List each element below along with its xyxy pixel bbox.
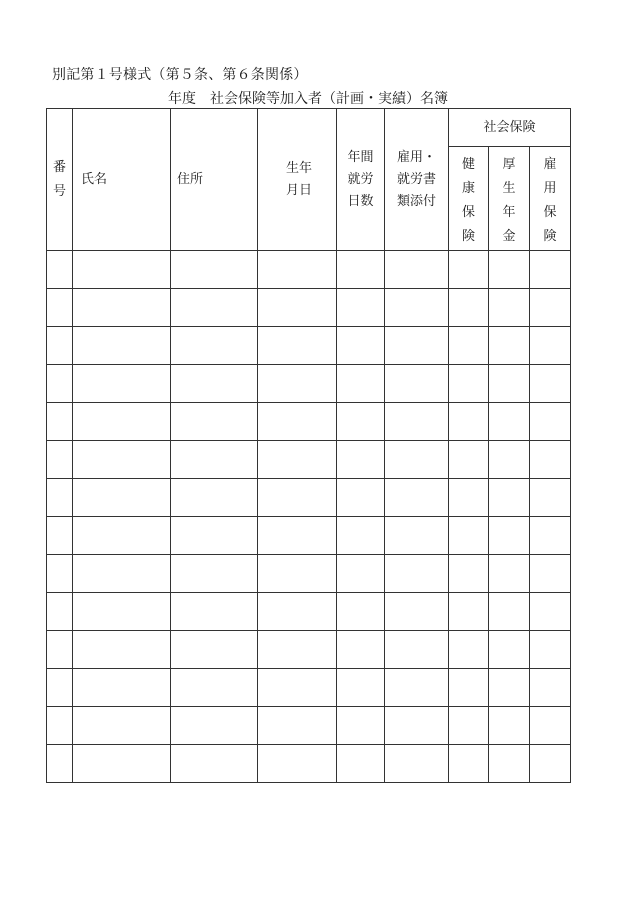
cell-birthdate[interactable]	[258, 517, 337, 555]
cell-number[interactable]	[47, 441, 73, 479]
cell-work-days[interactable]	[337, 289, 385, 327]
cell-birthdate[interactable]	[258, 327, 337, 365]
cell-employment-insurance[interactable]	[530, 441, 571, 479]
cell-employment-insurance[interactable]	[530, 403, 571, 441]
cell-birthdate[interactable]	[258, 669, 337, 707]
cell-documents[interactable]	[385, 441, 449, 479]
table-row	[47, 327, 571, 365]
cell-birthdate[interactable]	[258, 365, 337, 403]
cell-address[interactable]	[171, 517, 258, 555]
cell-name[interactable]	[73, 403, 171, 441]
roster-body	[47, 251, 571, 783]
header-employment-insurance: 雇 用 保 険	[530, 147, 571, 251]
cell-number[interactable]	[47, 365, 73, 403]
cell-employment-insurance[interactable]	[530, 327, 571, 365]
cell-employment-insurance[interactable]	[530, 479, 571, 517]
cell-name[interactable]	[73, 327, 171, 365]
cell-number[interactable]	[47, 327, 73, 365]
cell-documents[interactable]	[385, 707, 449, 745]
cell-health-insurance[interactable]	[449, 251, 489, 289]
header-row-top	[47, 109, 571, 147]
cell-number[interactable]	[47, 251, 73, 289]
cell-welfare-pension[interactable]	[489, 593, 530, 631]
cell-work-days[interactable]	[337, 441, 385, 479]
cell-number[interactable]	[47, 631, 73, 669]
cell-health-insurance[interactable]	[449, 517, 489, 555]
cell-name[interactable]	[73, 441, 171, 479]
cell-number[interactable]	[47, 403, 73, 441]
cell-welfare-pension[interactable]	[489, 441, 530, 479]
table-row	[47, 745, 571, 783]
cell-number[interactable]	[47, 745, 73, 783]
cell-welfare-pension[interactable]	[489, 517, 530, 555]
cell-welfare-pension[interactable]	[489, 327, 530, 365]
cell-number[interactable]	[47, 669, 73, 707]
cell-welfare-pension[interactable]	[489, 365, 530, 403]
cell-work-days[interactable]	[337, 631, 385, 669]
cell-name[interactable]	[73, 289, 171, 327]
cell-address[interactable]	[171, 555, 258, 593]
roster-table	[46, 108, 571, 783]
cell-work-days[interactable]	[337, 593, 385, 631]
cell-birthdate[interactable]	[258, 593, 337, 631]
cell-birthdate[interactable]	[258, 555, 337, 593]
cell-health-insurance[interactable]	[449, 289, 489, 327]
cell-birthdate[interactable]	[258, 631, 337, 669]
table-row	[47, 479, 571, 517]
cell-health-insurance[interactable]	[449, 707, 489, 745]
cell-welfare-pension[interactable]	[489, 745, 530, 783]
cell-health-insurance[interactable]	[449, 479, 489, 517]
cell-address[interactable]	[171, 707, 258, 745]
cell-number[interactable]	[47, 555, 73, 593]
cell-birthdate[interactable]	[258, 403, 337, 441]
table-row	[47, 631, 571, 669]
cell-welfare-pension[interactable]	[489, 403, 530, 441]
cell-work-days[interactable]	[337, 669, 385, 707]
cell-health-insurance[interactable]	[449, 365, 489, 403]
cell-number[interactable]	[47, 289, 73, 327]
title-main: 社会保険等加入者（計画・実績）名簿	[210, 91, 448, 107]
cell-employment-insurance[interactable]	[530, 365, 571, 403]
cell-address[interactable]	[171, 479, 258, 517]
cell-name[interactable]	[73, 707, 171, 745]
cell-work-days[interactable]	[337, 745, 385, 783]
header-address: 住所	[171, 109, 258, 251]
cell-health-insurance[interactable]	[449, 669, 489, 707]
header-number: 番 号	[47, 109, 73, 251]
cell-documents[interactable]	[385, 365, 449, 403]
cell-name[interactable]	[73, 593, 171, 631]
cell-number[interactable]	[47, 707, 73, 745]
cell-name[interactable]	[73, 631, 171, 669]
table-row	[47, 365, 571, 403]
cell-birthdate[interactable]	[258, 441, 337, 479]
cell-address[interactable]	[171, 669, 258, 707]
cell-address[interactable]	[171, 631, 258, 669]
cell-work-days[interactable]	[337, 555, 385, 593]
cell-address[interactable]	[171, 251, 258, 289]
cell-documents[interactable]	[385, 479, 449, 517]
header-social-insurance: 社会保険	[449, 109, 571, 147]
cell-name[interactable]	[73, 365, 171, 403]
cell-work-days[interactable]	[337, 707, 385, 745]
cell-employment-insurance[interactable]	[530, 669, 571, 707]
cell-health-insurance[interactable]	[449, 441, 489, 479]
cell-documents[interactable]	[385, 327, 449, 365]
cell-address[interactable]	[171, 441, 258, 479]
table-row	[47, 517, 571, 555]
table-row	[47, 289, 571, 327]
table-row	[47, 403, 571, 441]
cell-health-insurance[interactable]	[449, 327, 489, 365]
cell-documents[interactable]	[385, 251, 449, 289]
title-year-label: 年度	[168, 91, 196, 107]
cell-address[interactable]	[171, 745, 258, 783]
cell-name[interactable]	[73, 669, 171, 707]
cell-name[interactable]	[73, 479, 171, 517]
cell-employment-insurance[interactable]	[530, 555, 571, 593]
table-row	[47, 555, 571, 593]
cell-address[interactable]	[171, 365, 258, 403]
cell-address[interactable]	[171, 593, 258, 631]
cell-number[interactable]	[47, 517, 73, 555]
cell-health-insurance[interactable]	[449, 555, 489, 593]
cell-health-insurance[interactable]	[449, 745, 489, 783]
cell-welfare-pension[interactable]	[489, 707, 530, 745]
cell-documents[interactable]	[385, 593, 449, 631]
cell-work-days[interactable]	[337, 251, 385, 289]
cell-address[interactable]	[171, 289, 258, 327]
cell-welfare-pension[interactable]	[489, 555, 530, 593]
cell-work-days[interactable]	[337, 403, 385, 441]
table-row	[47, 441, 571, 479]
cell-welfare-pension[interactable]	[489, 669, 530, 707]
cell-documents[interactable]	[385, 403, 449, 441]
cell-name[interactable]	[73, 251, 171, 289]
header-welfare-pension: 厚 生 年 金	[489, 147, 530, 251]
cell-name[interactable]	[73, 745, 171, 783]
form-label: 別記第１号様式（第５条、第６条関係）	[52, 67, 308, 83]
cell-birthdate[interactable]	[258, 745, 337, 783]
cell-welfare-pension[interactable]	[489, 289, 530, 327]
cell-documents[interactable]	[385, 669, 449, 707]
cell-work-days[interactable]	[337, 517, 385, 555]
cell-health-insurance[interactable]	[449, 403, 489, 441]
cell-address[interactable]	[171, 327, 258, 365]
cell-health-insurance[interactable]	[449, 593, 489, 631]
cell-documents[interactable]	[385, 517, 449, 555]
cell-birthdate[interactable]	[258, 479, 337, 517]
cell-welfare-pension[interactable]	[489, 251, 530, 289]
cell-health-insurance[interactable]	[449, 631, 489, 669]
cell-work-days[interactable]	[337, 327, 385, 365]
cell-name[interactable]	[73, 555, 171, 593]
header-birthdate: 生年 月日	[258, 109, 337, 251]
cell-welfare-pension[interactable]	[489, 631, 530, 669]
cell-number[interactable]	[47, 593, 73, 631]
cell-birthdate[interactable]	[258, 251, 337, 289]
header-documents-attached: 雇用・ 就労書 類添付	[385, 109, 449, 251]
cell-employment-insurance[interactable]	[530, 289, 571, 327]
table-row	[47, 707, 571, 745]
cell-welfare-pension[interactable]	[489, 479, 530, 517]
cell-employment-insurance[interactable]	[530, 707, 571, 745]
cell-number[interactable]	[47, 479, 73, 517]
cell-name[interactable]	[73, 517, 171, 555]
cell-employment-insurance[interactable]	[530, 745, 571, 783]
table-row	[47, 669, 571, 707]
cell-documents[interactable]	[385, 745, 449, 783]
cell-birthdate[interactable]	[258, 289, 337, 327]
table-row	[47, 251, 571, 289]
form-title	[168, 88, 448, 108]
cell-employment-insurance[interactable]	[530, 631, 571, 669]
cell-address[interactable]	[171, 403, 258, 441]
header-name: 氏名	[73, 109, 171, 251]
header-annual-work-days: 年間 就労 日数	[337, 109, 385, 251]
cell-work-days[interactable]	[337, 365, 385, 403]
cell-employment-insurance[interactable]	[530, 251, 571, 289]
table-row	[47, 593, 571, 631]
cell-work-days[interactable]	[337, 479, 385, 517]
cell-employment-insurance[interactable]	[530, 593, 571, 631]
cell-documents[interactable]	[385, 289, 449, 327]
cell-birthdate[interactable]	[258, 707, 337, 745]
header-health-insurance: 健 康 保 険	[449, 147, 489, 251]
cell-employment-insurance[interactable]	[530, 517, 571, 555]
cell-documents[interactable]	[385, 555, 449, 593]
cell-documents[interactable]	[385, 631, 449, 669]
